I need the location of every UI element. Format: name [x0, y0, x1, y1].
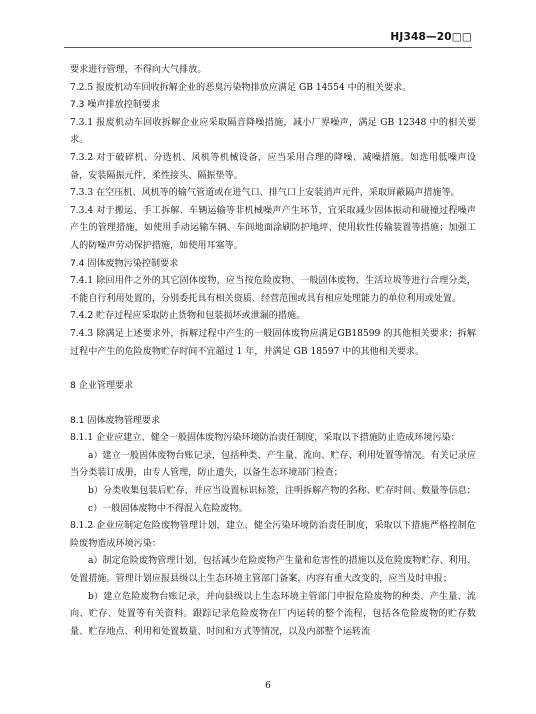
- body-text: [70, 62, 476, 641]
- clause-7-3-4: 7.3.4 对于搬运、手工拆解、车辆运输等非机械噪声产生环节，宜采取减少固体振动和碰撞过程噪声产生的管理措施，如使用手动运输车辆、车间地面涂刷防护地坪、使用软性传输装置等措施；加强工人的防噪声劳动保护措施，如使用耳塞等。: [70, 205, 476, 251]
- list-item-a: a）制定危险废物管理计划，包括减少危险废物产生量和危害性的措施以及危险废物贮存、利用、处置措施。管理计划应报县级以上生态环境主管部门备案，内容有重大改变的，应当及时申报；: [70, 556, 476, 585]
- clause-7-3-3: 7.3.3 在空压机、风机等的输气管道或在进气口、排气口上安装消声元件，采取屏蔽隔声措施等。: [70, 188, 460, 199]
- clause-7-3-2: 7.3.2 对于破碎机、分选机、风机等机械设备，应当采用合理的降噪、减噪措施。如选用低噪声设备，安装隔振元件，柔性接头、隔振垫等。: [70, 152, 476, 181]
- list-item-b: b）建立危险废物台账记录，并向县级以上生态环境主管部门申报危险废物的种类、产生量、流向、贮存、处置等有关资料。跟踪记录危险废物在厂内运转的整个流程，包括各危险废物的贮存数量、贮存地点、利用和处置数量、时间和方式等情况，以及内部整个运转流: [70, 591, 476, 637]
- clause-7-4-1: 7.4.1 除回用件之外的其它固体废物，应当按危险废物、一般固体废物、生活垃圾等进行合理分类，不能自行利用处置的，分别委托具有相关资质、经营范围或具有相应处理能力的单位利用或处置。: [70, 276, 476, 304]
- clause-8-1-1: 8.1.1 企业应建立、健全一般固体废物污染环境防治责任制度，采取以下措施防止造成环境污染：: [70, 433, 460, 444]
- clause-7-3-1: 7.3.1 报废机动车回收拆解企业应采取隔音降噪措施，减小厂界噪声，满足 GB 12348 中的相关要求。: [70, 117, 476, 146]
- paragraph: 要求进行管理，不得向大气排放。: [70, 65, 207, 75]
- page-number: 6: [265, 681, 271, 691]
- section-heading-7-4: 7.4 固体废物污染控制要求: [70, 258, 179, 269]
- section-heading-8-1: 8.1 固体废物管理要求: [70, 415, 161, 426]
- header-divider: [64, 47, 472, 48]
- clause-7-4-3: 7.4.3 除满足上述要求外，拆解过程中产生的一般固体废物应满足GB18599 的其他相关要求；拆解过程中产生的危险废物贮存时间不宜超过 1 年，并满足 GB 18597 中的其他相关要求。: [70, 328, 476, 357]
- chapter-heading-8: 8 企业管理要求: [70, 381, 134, 392]
- clause-7-4-2: 7.4.2 贮存过程应采取防止货物和包装损坏或泄漏的措施。: [70, 311, 306, 322]
- list-item-c: c）一般固体废物中不得混入危险废物。: [88, 503, 248, 514]
- standard-code: HJ348—20□□: [390, 31, 472, 43]
- section-heading-7-3: 7.3 噪声排放控制要求: [70, 100, 161, 111]
- clause-8-1-2: 8.1.2 企业应制定危险废物管理计划，建立、健全污染环境防治责任制度，采取以下措施严格控制危险废物造成环境污染：: [70, 521, 476, 549]
- clause-7-2-5: 7.2.5 报废机动车回收拆解企业的恶臭污染物排放应满足 GB 14554 中的相关要求。: [70, 82, 412, 93]
- list-item-b: b）分类收集包装后贮存，并应当设置标识标签，注明拆解产物的名称、贮存时间、数量等信息；: [88, 486, 476, 497]
- list-item-a: a）建立一般固体废物台账记录，包括种类、产生量、流向、贮存、利用处置等情况。有关记录应当分类装订成册，由专人管理，防止遗失，以备生态环境部门检查；: [70, 450, 476, 479]
